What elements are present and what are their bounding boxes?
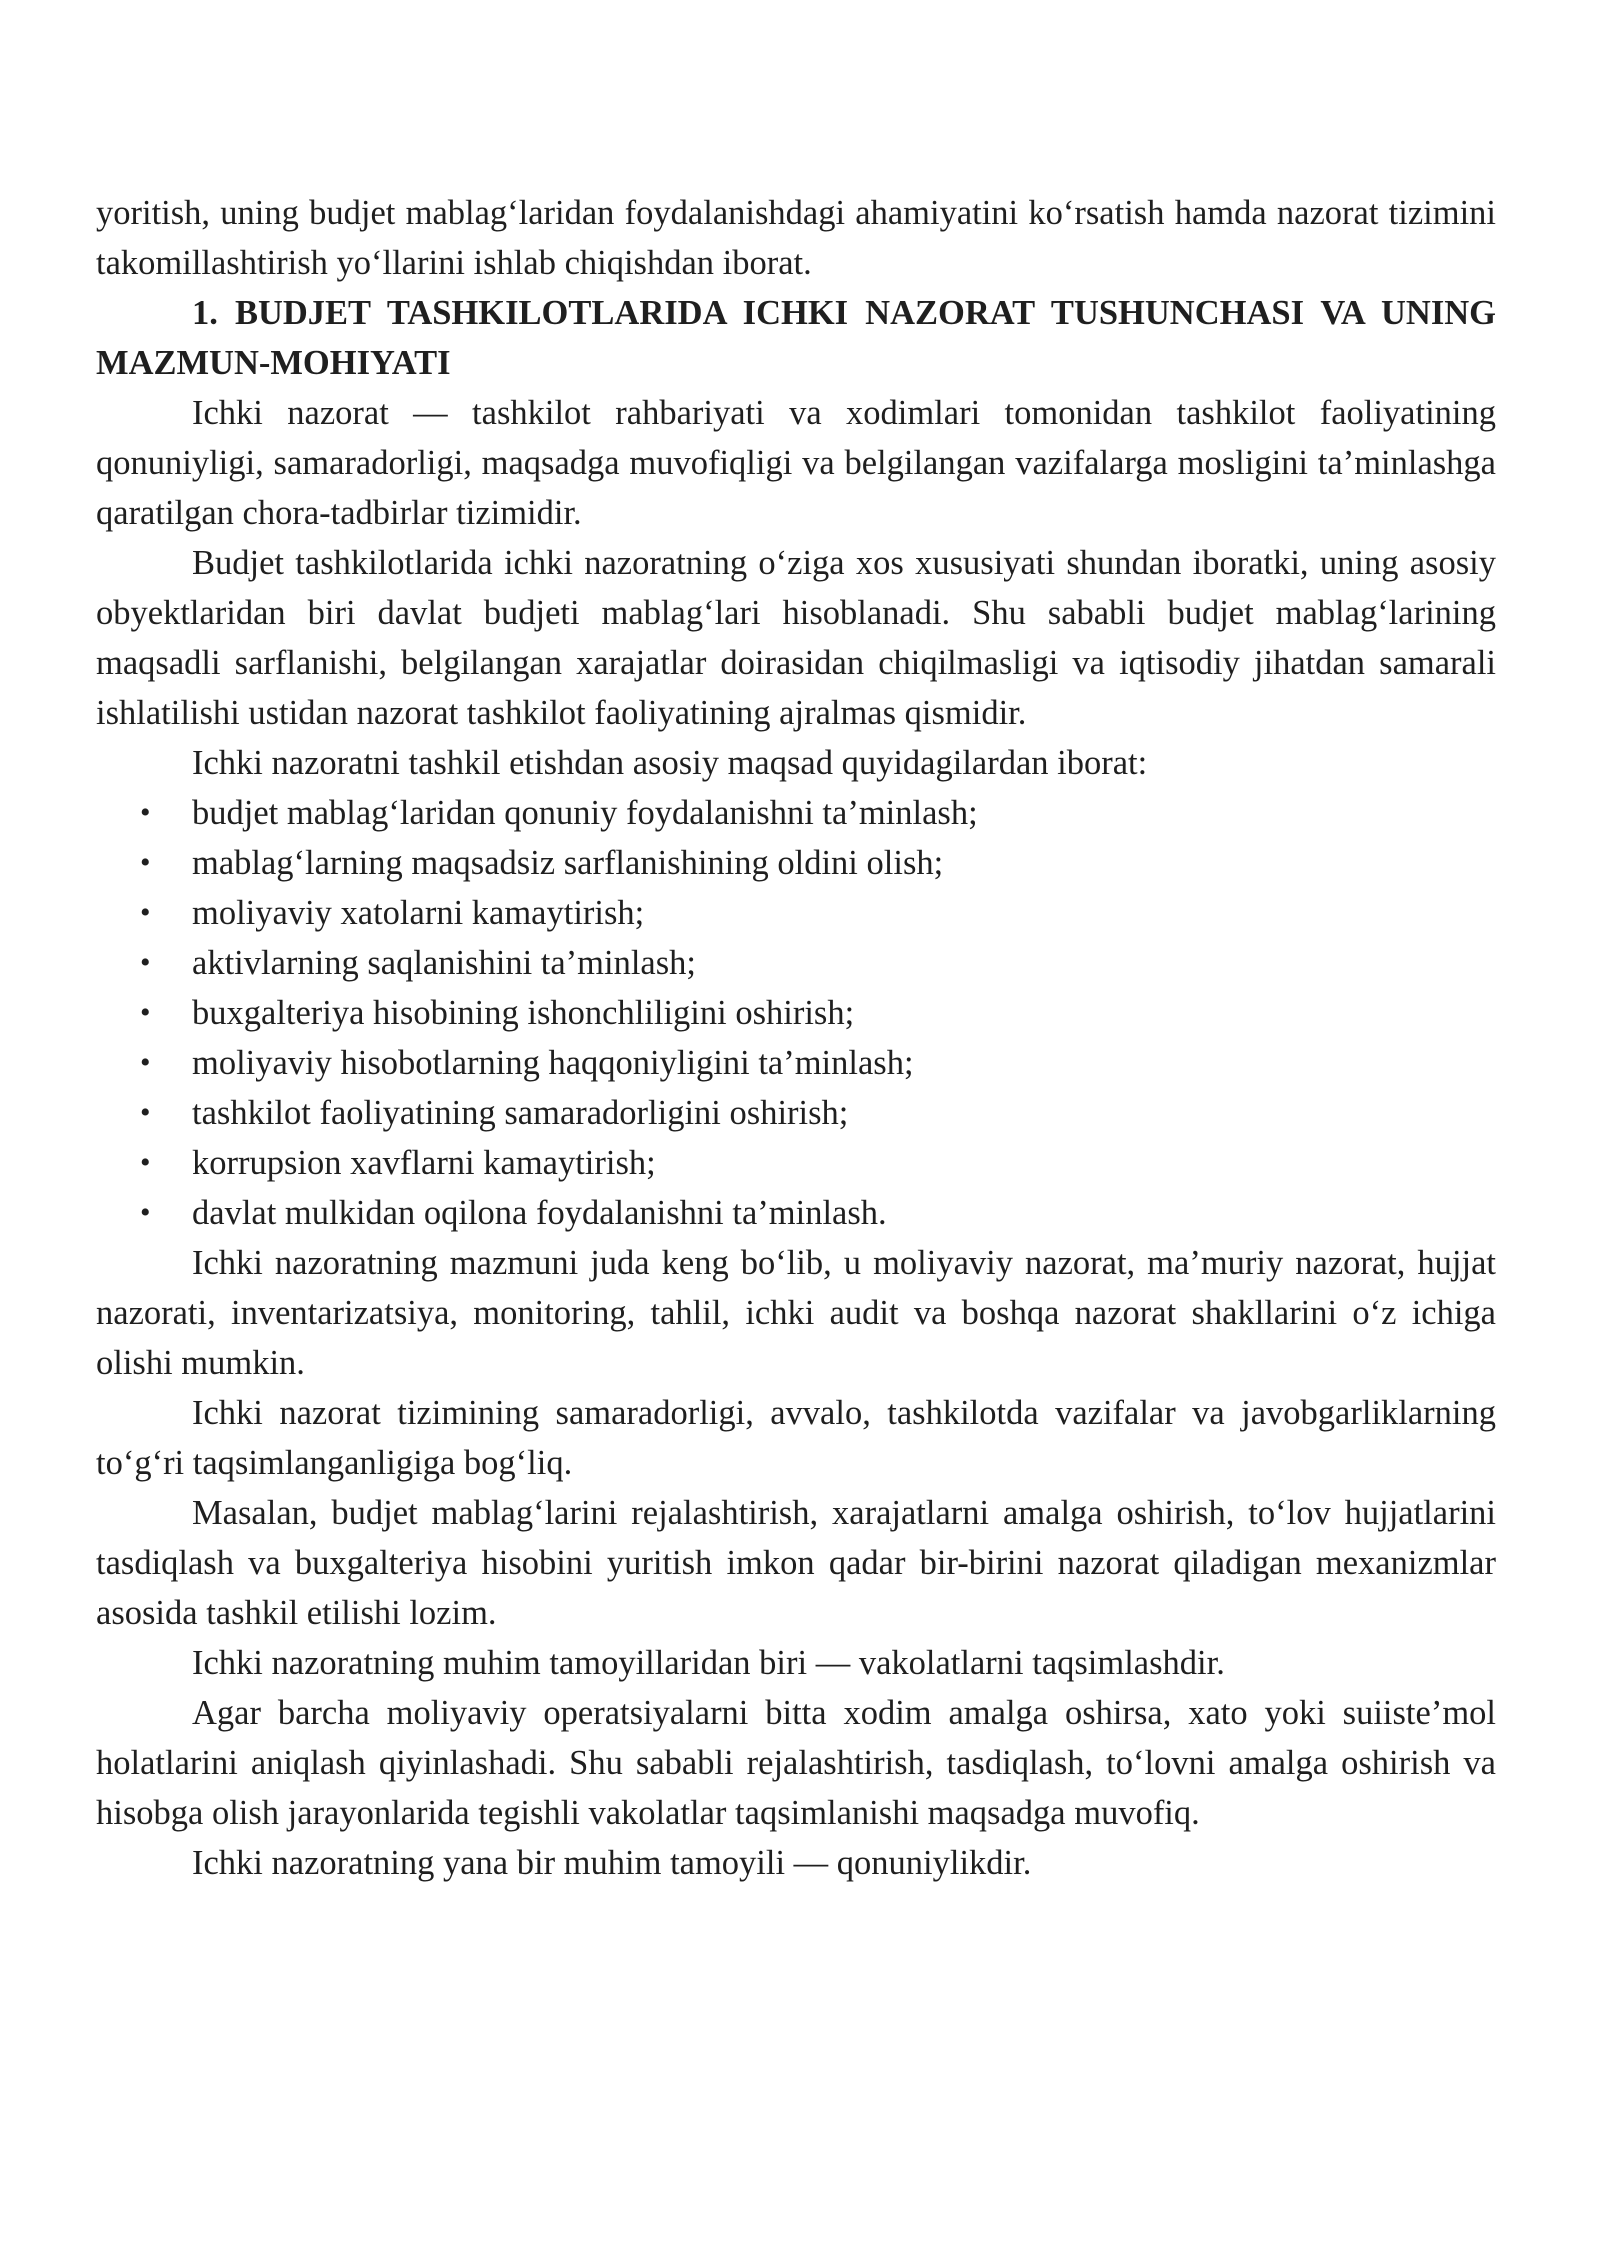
body-paragraph: Ichki nazorat tizimining samaradorligi, avvalo, tashkilotda vazifalar va javobgarliklarning to‘g‘ri taqsimlanganligiga bog‘liq.	[96, 1394, 1496, 1482]
intro-paragraph: yoritish, uning budjet mablag‘laridan foydalanishdagi ahamiyatini ko‘rsatish hamda nazorat tizimini takomillashtirish yo‘llarini ishlab chiqishdan iborat.	[96, 194, 1496, 282]
body-paragraph: Budjet tashkilotlarida ichki nazoratning o‘ziga xos xususiyati shundan iboratki, uning asosiy obyektlaridan biri davlat budjeti mablag‘lari hisoblanadi. Shu sababli budjet mablag‘larining maqsadli sarflanishi, belgilangan xarajatlar doirasidan chiqilmasligi va iqtisodiy jihatdan samarali ishlatilishi ustidan nazorat tashkilot faoliyatining ajralmas qismidir.	[96, 544, 1496, 732]
bullet-icon: •	[140, 896, 151, 929]
bullet-icon: •	[140, 1146, 151, 1179]
list-item-text: mablag‘larning maqsadsiz sarflanishining oldini olish;	[192, 844, 944, 882]
list-item	[96, 788, 1496, 838]
body-paragraph: Masalan, budjet mablag‘larini rejalashtirish, xarajatlarni amalga oshirish, to‘lov hujjatlarini tasdiqlash va buxgalteriya hisobini yuritish imkon qadar bir-birini nazorat qiladigan mexanizmlar asosida tashkil etilishi lozim.	[96, 1494, 1496, 1632]
body-paragraph: Ichki nazoratning yana bir muhim tamoyili — qonuniylikdir.	[192, 1844, 1032, 1882]
bullet-icon: •	[140, 846, 151, 879]
list-item-text: aktivlarning saqlanishini ta’minlash;	[192, 944, 696, 982]
bullet-icon: •	[140, 1046, 151, 1079]
bullet-icon: •	[140, 1096, 151, 1129]
body-paragraph: Ichki nazoratning mazmuni juda keng bo‘lib, u moliyaviy nazorat, ma’muriy nazorat, hujjat nazorati, inventarizatsiya, monitoring, tahlil, ichki audit va boshqa nazorat shakllarini o‘z ichiga olishi mumkin.	[96, 1244, 1496, 1382]
bullet-icon: •	[140, 796, 151, 829]
bullet-icon: •	[140, 946, 151, 979]
list-item-text: buxgalteriya hisobining ishonchliligini oshirish;	[192, 994, 855, 1032]
body-paragraph: Agar barcha moliyaviy operatsiyalarni bitta xodim amalga oshirsa, xato yoki suiiste’mol holatlarini aniqlash qiyinlashadi. Shu sababli rejalashtirish, tasdiqlash, to‘lovni amalga oshirish va hisobga olish jarayonlarida tegishli vakolatlar taqsimlanishi maqsadga muvofiq.	[96, 1694, 1496, 1832]
list-item-text: moliyaviy xatolarni kamaytirish;	[192, 894, 645, 932]
goals-list	[96, 788, 1496, 1238]
body-paragraph: Ichki nazoratni tashkil etishdan asosiy maqsad quyidagilardan iborat:	[192, 744, 1148, 782]
list-item-text: korrupsion xavflarni kamaytirish;	[192, 1144, 656, 1182]
list-item-text: davlat mulkidan oqilona foydalanishni ta’minlash.	[192, 1194, 887, 1232]
list-item	[96, 1188, 1496, 1238]
body-paragraph: Ichki nazoratning muhim tamoyillaridan biri — vakolatlarni taqsimlashdir.	[192, 1644, 1225, 1682]
bullet-icon: •	[140, 1196, 151, 1229]
list-item	[96, 938, 1496, 988]
list-item	[96, 888, 1496, 938]
list-item	[96, 1138, 1496, 1188]
document-page	[96, 188, 1496, 1888]
body-paragraph: Ichki nazorat — tashkilot rahbariyati va xodimlari tomonidan tashkilot faoliyatining qonuniyligi, samaradorligi, maqsadga muvofiqligi va belgilangan vazifalarga mosligini ta’minlashga qaratilgan chora-tadbirlar tizimidir.	[96, 394, 1496, 532]
section-heading: 1. BUDJET TASHKILOTLARIDA ICHKI NAZORAT TUSHUNCHASI VA UNING MAZMUN-MOHIYATI	[96, 294, 1496, 382]
bullet-icon: •	[140, 996, 151, 1029]
list-item-text: moliyaviy hisobotlarning haqqoniyligini ta’minlash;	[192, 1044, 914, 1082]
list-item-text: tashkilot faoliyatining samaradorligini oshirish;	[192, 1094, 849, 1132]
list-item	[96, 838, 1496, 888]
list-item	[96, 1038, 1496, 1088]
list-item	[96, 1088, 1496, 1138]
list-item	[96, 988, 1496, 1038]
list-item-text: budjet mablag‘laridan qonuniy foydalanishni ta’minlash;	[192, 794, 978, 832]
